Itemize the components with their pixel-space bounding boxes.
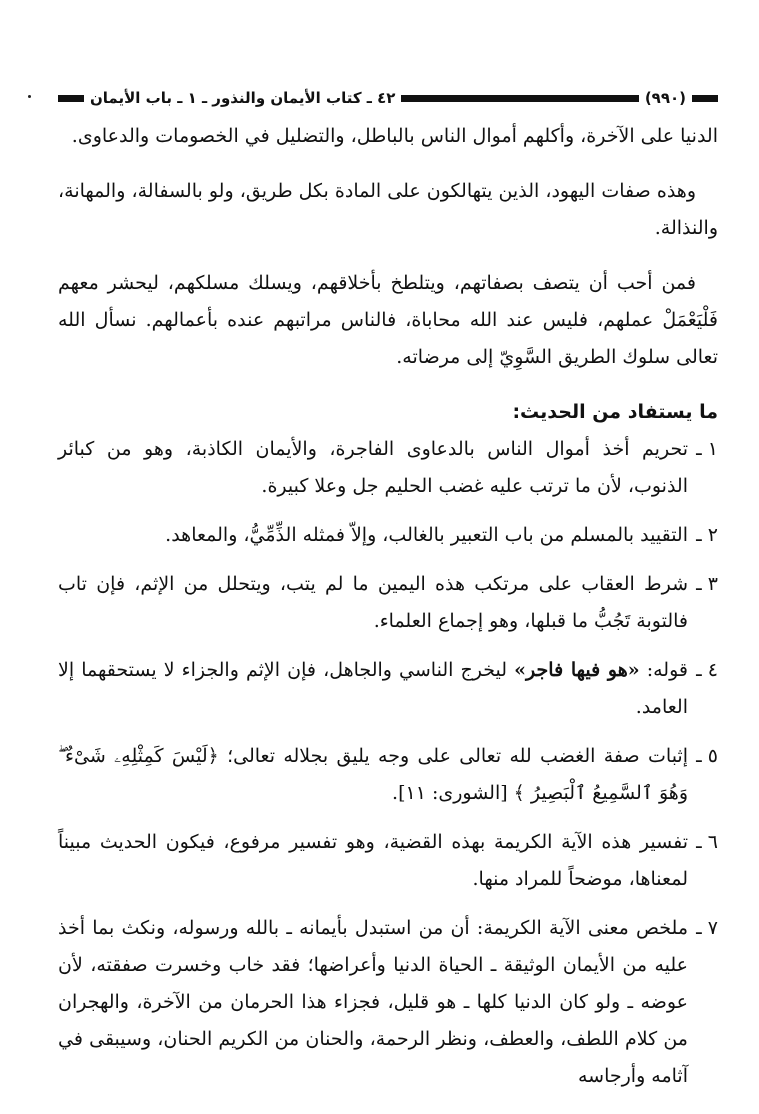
item-text: تحريم أخذ أموال الناس بالدعاوى الفاجرة، والأيمان الكاذبة، وهو من كبائر الذنوب، لأن ما ترتب عليه غضب الحليم جل وعلا كبيرة. — [58, 438, 688, 497]
benefits-heading: ما يستفاد من الحديث: — [512, 401, 718, 423]
header-bar-middle — [401, 95, 638, 102]
page-mark-dot — [28, 95, 31, 98]
item-number: ١ ـ — [696, 438, 718, 460]
item-number: ٧ ـ — [696, 917, 718, 939]
chapter-title: ٤٢ ـ كتاب الأيمان والنذور ـ ١ ـ باب الأيمان — [90, 89, 396, 107]
item-text: ملخص معنى الآية الكريمة: أن من استبدل بأيمانه ـ بالله ورسوله، ونكث بما أخذ عليه من الأيمان الوثيقة ـ الحياة الدنيا وأعراضها؛ فقد خاب وخسرت صفقته، لأن عوضه ـ ولو كان الدنيا كلها ـ هو قليل، فجزاء هذا الحرمان من الآخرة، والهجران من كلام اللطف، والعطف، ونظر الرحمة، والحنان من الكريم الحنان، وسيبقى في آثامه وأرجاسه — [58, 917, 688, 1087]
item-number: ٢ ـ — [696, 524, 718, 546]
item-number: ٦ ـ — [696, 831, 718, 853]
list-item — [58, 566, 718, 640]
paragraph: الدنيا على الآخرة، وأكلهم أموال الناس بالباطل، والتضليل في الخصومات والدعاوى. — [71, 125, 718, 147]
item-text: التقييد بالمسلم من باب التعبير بالغالب، وإلاّ فمثله الذِّمِّيُّ، والمعاهد. — [165, 524, 688, 546]
list-item — [58, 517, 718, 554]
list-item — [58, 738, 718, 812]
item-number: ٥ ـ — [696, 745, 718, 767]
header-bar-right — [692, 95, 718, 102]
running-header — [58, 78, 718, 118]
list-item — [58, 431, 718, 505]
header-bar-left — [58, 95, 84, 102]
list-item — [58, 652, 718, 726]
item-number: ٣ ـ — [696, 573, 718, 595]
book-page — [58, 78, 718, 1098]
body-text — [58, 118, 718, 1095]
paragraph: وهذه صفات اليهود، الذين يتهالكون على المادة بكل طريق، ولو بالسفالة، والمهانة، والنذالة. — [58, 180, 718, 239]
item-text: تفسير هذه الآية الكريمة بهذه القضية، وهو تفسير مرفوع، فيكون الحديث مبيناً لمعناها، موضحاً للمراد منها. — [58, 831, 688, 890]
paragraph: فمن أحب أن يتصف بصفاتهم، ويتلطخ بأخلاقهم، ويسلك مسلكهم، ليحشر معهم فَلْيَعْمَلْ عملهم، فليس عند الله محاباة، فالناس مراتبهم عنده بأعمالهم. نسأل الله تعالى سلوك الطريق السَّوِيّ إلى مرضاته. — [58, 272, 718, 368]
item-text: شرط العقاب على مرتكب هذه اليمين ما لم يتب، ويتحلل من الإثم، فإن تاب فالتوبة تَجُبُّ ما قبلها، وهو إجماع العلماء. — [58, 573, 688, 632]
item-text: قوله: «هو فيها فاجر» ليخرج الناسي والجاهل، فإن الإثم والجزاء لا يستحقهما إلا العامد. — [58, 659, 688, 718]
list-item — [58, 824, 718, 898]
list-item — [58, 910, 718, 1095]
page-number: (٩٩٠) — [644, 89, 686, 107]
item-number: ٤ ـ — [696, 659, 718, 681]
quoted-phrase: «هو فيها فاجر» — [514, 659, 640, 681]
item-text: إثبات صفة الغضب لله تعالى على وجه يليق بجلاله تعالى؛ ﴿لَيْسَ كَمِثْلِهِۦ شَىْءٌ ۖ وَهُوَ ٱلسَّمِيعُ ٱلْبَصِيرُ ﴾ [الشورى: ١١]. — [58, 745, 688, 804]
